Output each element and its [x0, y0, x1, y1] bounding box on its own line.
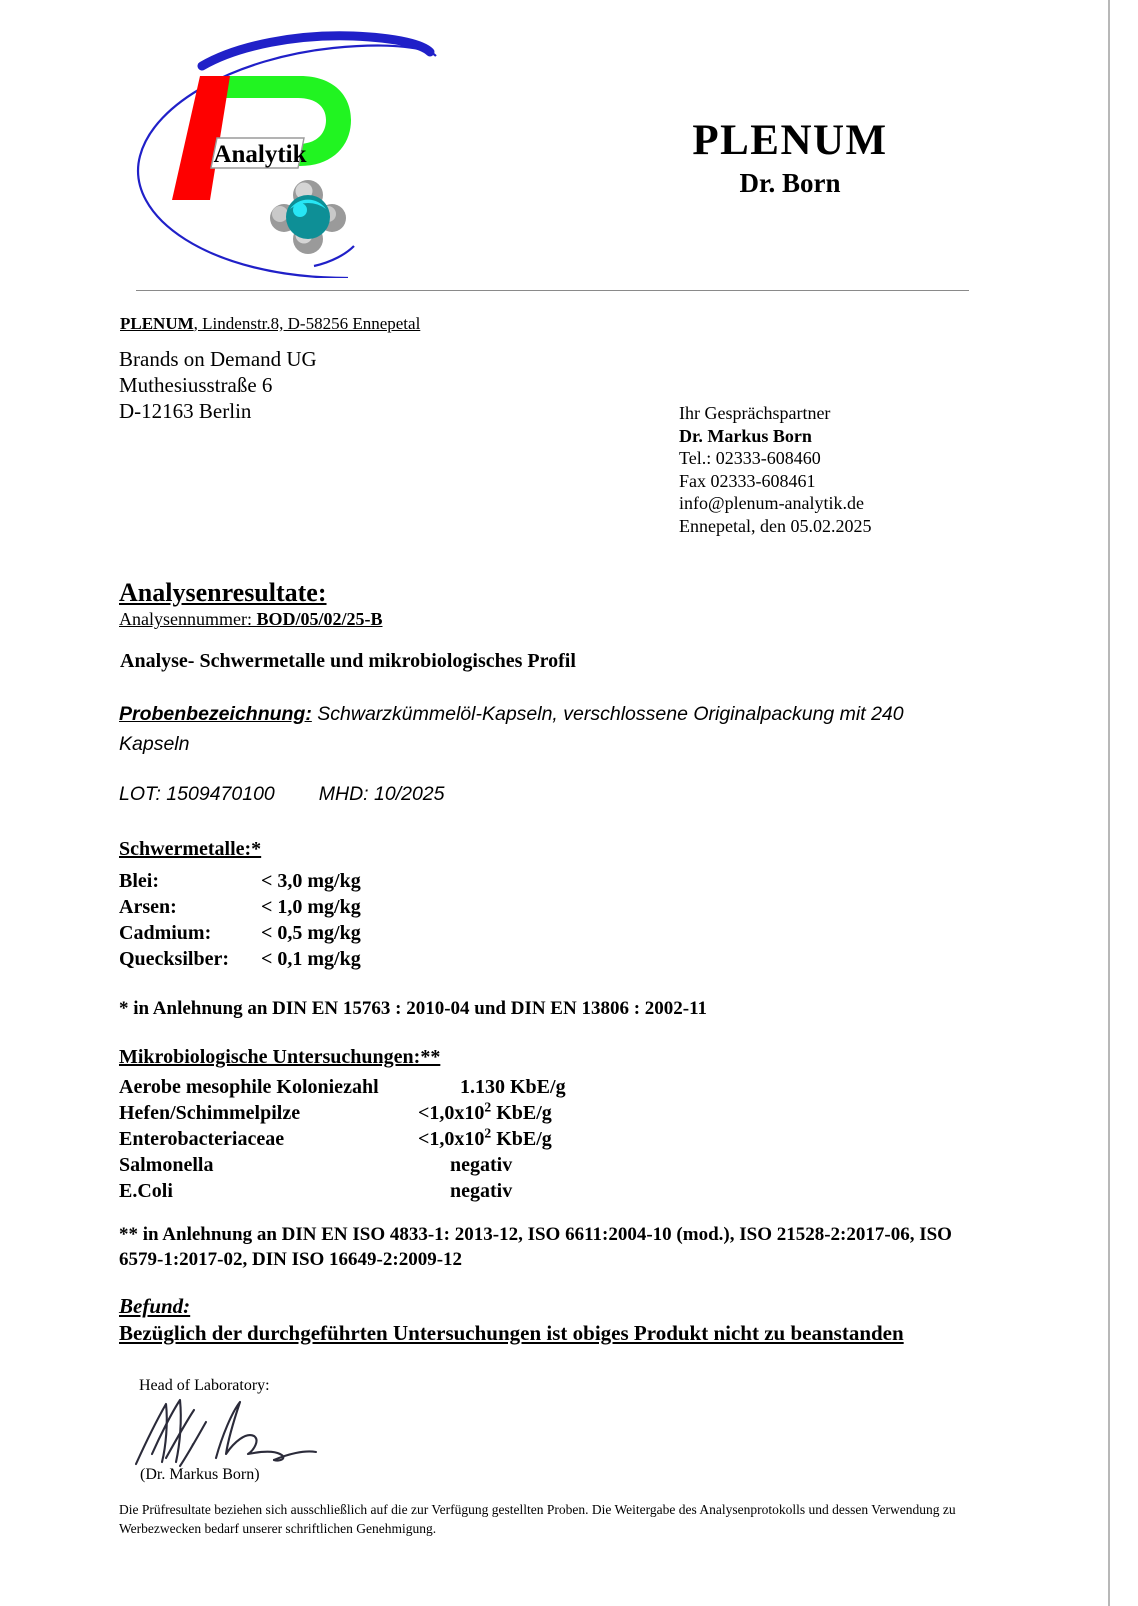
finding-text: Bezüglich der durchgeführten Untersuchungen ist obiges Produkt nicht zu beanstanden [119, 1321, 904, 1345]
microbiology-value-exponent: 2 [484, 1099, 492, 1115]
table-row [119, 1100, 566, 1126]
logo-analytik-badge [211, 138, 307, 168]
analysis-type: Analyse- Schwermetalle und mikrobiologisches Profil [120, 650, 576, 672]
microbiology-value-suffix: KbE/g [505, 1076, 566, 1098]
microbiology-value-suffix: KbE/g [491, 1102, 552, 1124]
mhd-value: MHD: 10/2025 [318, 783, 445, 805]
brand-subtitle: Dr. Born [739, 168, 841, 199]
heavy-metals-list [119, 868, 361, 972]
contact-block [679, 402, 871, 537]
microbiology-value [418, 1126, 552, 1152]
table-row [119, 1178, 566, 1204]
sender-line [120, 314, 420, 334]
heavy-metal-value: < 0,1 mg/kg [261, 948, 361, 970]
heavy-metals-title: Schwermetalle:* [119, 838, 262, 860]
microbiology-value-prefix: <1,0x10 [418, 1128, 485, 1150]
microbiology-value [460, 1074, 566, 1100]
analysis-number-value: BOD/05/02/25-B [256, 609, 383, 629]
page-edge [1112, 0, 1138, 1606]
signature-name: (Dr. Markus Born) [140, 1466, 260, 1483]
brand-block [600, 118, 980, 199]
sample-designation-label: Probenbezeichnung: [119, 703, 312, 725]
brand-name: PLENUM [692, 117, 888, 164]
logo-molecule-icon [270, 180, 346, 254]
recipient-line-2: Muthesiusstraße 6 [119, 373, 273, 397]
results-title: Analysenresultate: [119, 578, 327, 607]
recipient-address [119, 346, 317, 424]
table-row [119, 1126, 566, 1152]
company-logo [118, 28, 448, 278]
contact-label: Ihr Gesprächspartner [679, 403, 831, 423]
microbiology-name: E.Coli [119, 1180, 173, 1202]
microbiology-value-exponent: 2 [484, 1125, 492, 1141]
microbiology-value [418, 1100, 552, 1126]
disclaimer-text: Die Prüfresultate beziehen sich ausschließlich auf die zur Verfügung gestellten Proben. Die Weitergabe des Analysenprotokolls und dessen Verwendung zu Werbezwecken bedarf unserer schriftlichen Genehmigung. [119, 1502, 956, 1536]
microbiology-value-prefix: 1.130 [460, 1076, 505, 1098]
contact-place-date: Ennepetal, den 05.02.2025 [679, 515, 872, 536]
recipient-line-1: Brands on Demand UG [119, 347, 317, 371]
table-row [119, 1152, 566, 1178]
finding-label: Befund: [119, 1294, 191, 1318]
table-row [119, 946, 361, 972]
sender-company: PLENUM [120, 314, 194, 333]
contact-name: Dr. Markus Born [679, 425, 812, 446]
analysis-number-line [119, 609, 383, 630]
heavy-metal-value: < 3,0 mg/kg [261, 870, 361, 892]
microbiology-name: Enterobacteriaceae [119, 1128, 285, 1150]
analysis-number-label: Analysennummer: [119, 609, 252, 629]
microbiology-value: negativ [450, 1180, 513, 1202]
microbiology-list [119, 1074, 566, 1204]
signature-image [130, 1392, 420, 1470]
heavy-metal-name: Blei: [119, 870, 159, 892]
svg-text:Analytik: Analytik [213, 141, 307, 168]
contact-fax: Fax 02333-608461 [679, 470, 816, 491]
microbiology-title: Mikrobiologische Untersuchungen:** [119, 1046, 441, 1068]
microbiology-name: Aerobe mesophile Koloniezahl [119, 1076, 379, 1098]
signature-label: Head of Laboratory: [139, 1377, 270, 1394]
contact-tel: Tel.: 02333-608460 [679, 448, 821, 468]
heavy-metal-name: Arsen: [119, 896, 177, 918]
heavy-metal-name: Quecksilber: [119, 948, 229, 970]
contact-email: info@plenum-analytik.de [679, 493, 865, 513]
sender-address: , Lindenstr.8, D-58256 Ennepetal [193, 314, 421, 333]
recipient-line-3: D-12163 Berlin [119, 399, 252, 423]
microbiology-value: negativ [450, 1154, 513, 1176]
sample-designation [119, 699, 969, 759]
sample-designation-value: Schwarzkümmelöl-Kapseln, verschlossene Originalpackung mit 240 Kapseln [119, 703, 904, 755]
heavy-metals-footnote: * in Anlehnung an DIN EN 15763 : 2010-04 und DIN EN 13806 : 2002-11 [119, 998, 708, 1019]
table-row [119, 868, 361, 894]
microbiology-value-prefix: <1,0x10 [418, 1102, 485, 1124]
table-row [119, 1074, 566, 1100]
table-row [119, 894, 361, 920]
heavy-metal-name: Cadmium: [119, 922, 212, 944]
table-row [119, 920, 361, 946]
lot-value: LOT: 1509470100 [119, 783, 275, 805]
microbiology-name: Salmonella [119, 1154, 214, 1176]
heavy-metal-value: < 0,5 mg/kg [261, 922, 361, 944]
microbiology-footnote: ** in Anlehnung an DIN EN ISO 4833-1: 2013-12, ISO 6611:2004-10 (mod.), ISO 21528-2:2017-06, ISO 6579-1:2017-02, DIN ISO 16649-2:2009-12 [119, 1224, 952, 1270]
header-divider [136, 290, 969, 291]
microbiology-name: Hefen/Schimmelpilze [119, 1102, 301, 1124]
lot-line [119, 783, 445, 806]
microbiology-value-suffix: KbE/g [491, 1128, 552, 1150]
heavy-metal-value: < 1,0 mg/kg [261, 896, 361, 918]
